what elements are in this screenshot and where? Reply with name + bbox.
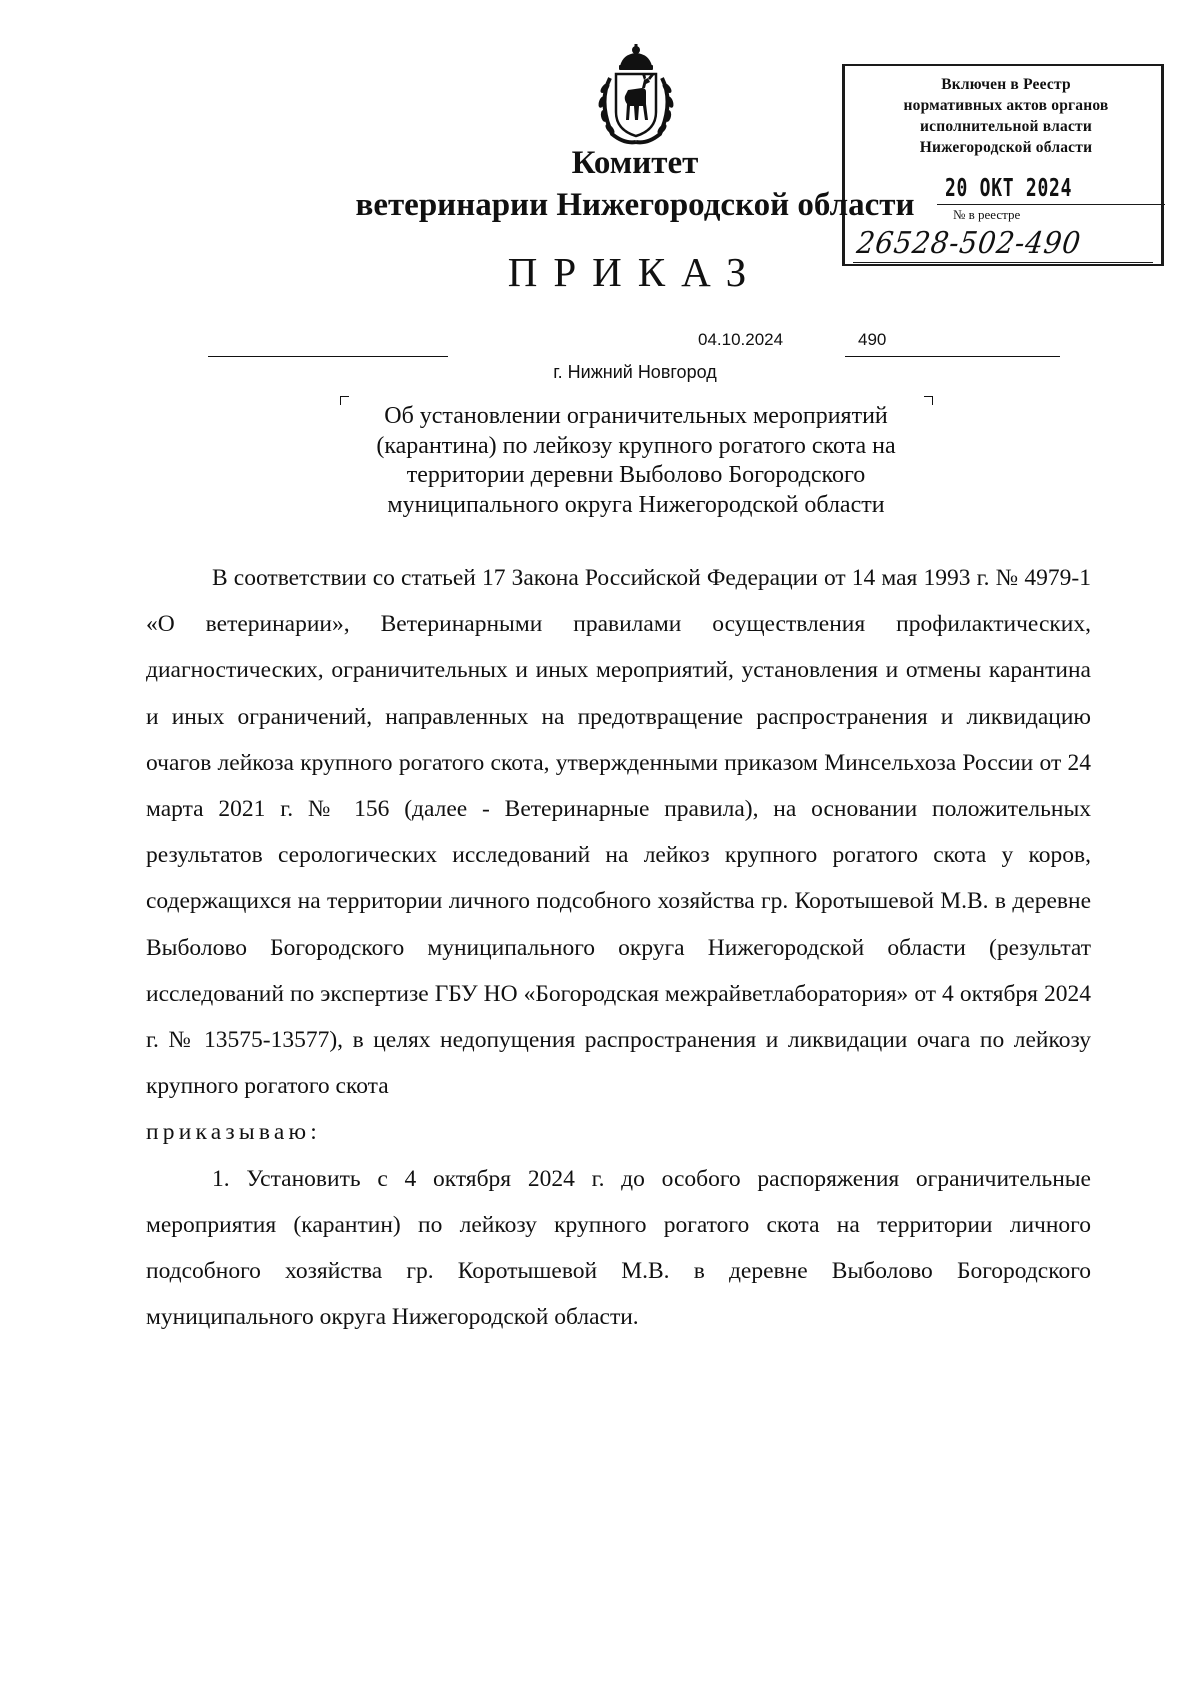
order-date: 04.10.2024	[698, 330, 784, 349]
order-body	[146, 555, 1091, 1340]
date-underline-left	[208, 356, 448, 357]
number-underline	[845, 356, 1060, 357]
order-city: г. Нижний Новгород	[553, 362, 717, 382]
stamp-registry-label: № в реестре	[953, 207, 1021, 222]
stamp-header-line: Нижегородской области	[919, 139, 1093, 156]
issuer-title-line2: ветеринарии Нижегородской области	[355, 187, 915, 223]
order-item-1: 1. Установить с 4 октября 2024 г. до особого распоряжения ограничительные мероприятия (карантин) по лейкозу крупного рогатого скота на территории личного подсобного хозяйства гр. Коротышевой М.В. в деревне Выболово Богородского муниципального округа Нижегородской области.	[146, 1165, 1091, 1331]
stamp-header-line: нормативных актов органов	[903, 97, 1109, 114]
stamp-header-line: исполнительной власти	[920, 118, 1092, 135]
issuer-title-line1: Комитет	[571, 145, 699, 181]
order-subject: Об установлении ограничительных мероприятий (карантина) по лейкозу крупного рогатого скота на территории деревни Выболово Богородского муниципального округа Нижегородской области	[376, 403, 896, 518]
decree-word: приказываю:	[146, 1119, 321, 1146]
stamp-header-line: Включен в Реестр	[941, 76, 1071, 93]
preamble-paragraph: В соответствии со статьей 17 Закона Российской Федерации от 14 мая 1993 г. № 4979-1 «О ветеринарии», Ветеринарными правилами осуществления профилактических, диагностических, ограничительных и иных мероприятий, установления и отмены карантина и иных ограничений, направленных на предотвращение распространения и ликвидацию очагов лейкоза крупного рогатого скота, утвержденными приказом Минсельхоза России от 24 марта 2021 г. № 156 (далее - Ветеринарные правила), на основании положительных результатов серологических исследований на лейкоз крупного рогатого скота у коров, содержащихся на территории личного подсобного хозяйства гр. Коротышевой М.В. в деревне Выболово Богородского муниципального округа Нижегородской области (результат исследований по экспертизе ГБУ НО «Богородская межрайветлаборатория» от 4 октября 2024 г. № 13575-13577), в целях недопущения распространения и ликвидации очага по лейкозу крупного рогатого скота	[146, 565, 1091, 1100]
stamp-registry-number: 26528-502-490	[854, 226, 1084, 261]
issuer-title	[0, 142, 1200, 226]
stamp-date: 20 ОКТ 2024	[945, 173, 1073, 202]
order-number: 490	[858, 330, 887, 349]
document-type: ПРИКАЗ	[507, 249, 763, 295]
coat-of-arms-icon	[590, 42, 682, 148]
